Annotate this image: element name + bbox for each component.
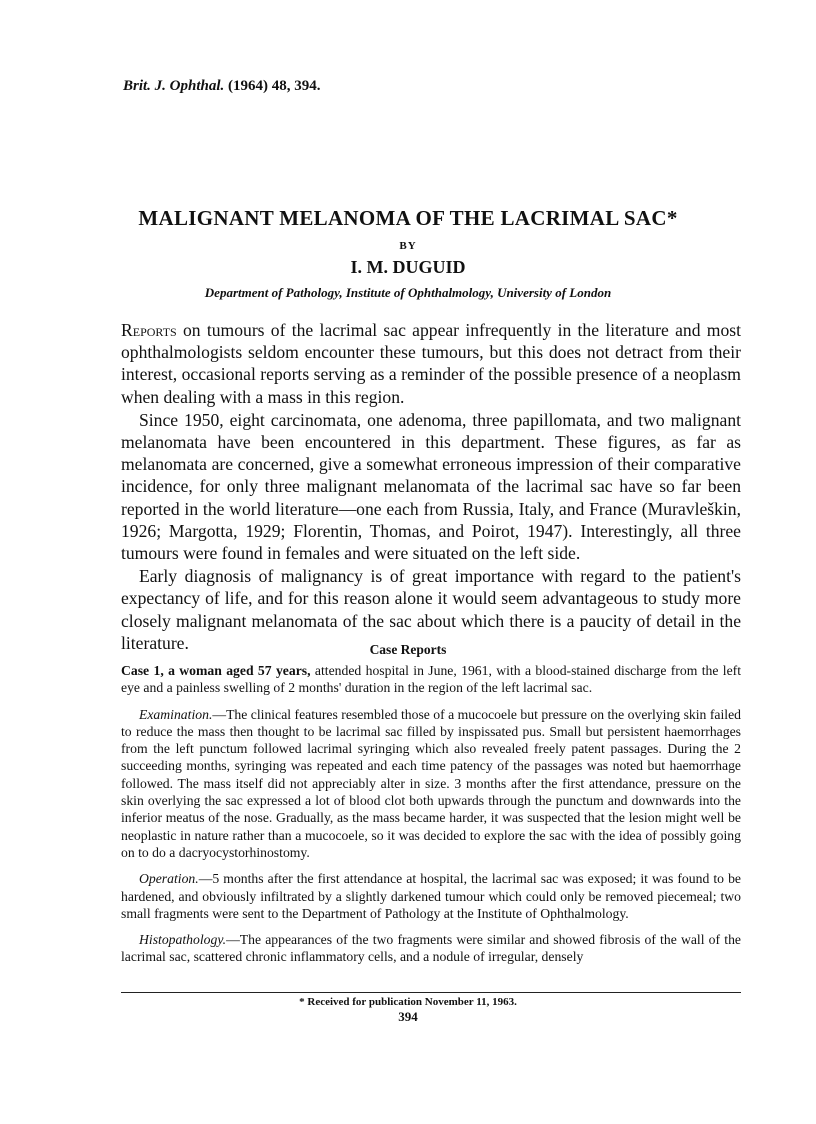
author-affiliation: Department of Pathology, Institute of Ophthalmology, University of London bbox=[204, 285, 612, 300]
examination-label: Examination. bbox=[139, 706, 213, 722]
operation-label: Operation. bbox=[139, 871, 199, 887]
journal-name: Brit. J. Ophthal. bbox=[123, 78, 225, 94]
byline-label: BY bbox=[399, 240, 417, 252]
intro-lead-word: Reports bbox=[121, 320, 177, 340]
intro-paragraph-1-text: on tumours of the lacrimal sac appear infrequently in the literature and most ophthalmologists seldom encounter these tumours, but this does not detract from their interest, occasional reports serving as a reminder of the possible presence of a neoplasm when dealing with a mass in this region. bbox=[121, 320, 741, 407]
histopathology-label: Histopathology. bbox=[139, 932, 227, 948]
intro-paragraph-3: Early diagnosis of malignancy is of great importance with regard to the patient's expectancy of life, and for this reason alone it would seem advantageous to study more closely malignant melanomata of the sac about which there is a paucity of detail in the literature. bbox=[121, 566, 741, 653]
author-name: I. M. DUGUID bbox=[350, 257, 466, 277]
case-1-text: attended hospital in June, 1961, with a blood-stained discharge from the left eye and a painless swelling of 2 months' duration in the region of the left lacrimal sac. bbox=[121, 663, 741, 696]
operation-text: —5 months after the first attendance at hospital, the lacrimal sac was exposed; it was found to be hardened, and obviously infiltrated by a slightly darkened tumour which could only be removed piecemeal; two small fragments were sent to the Department of Pathology at the Institute of Ophthalmology. bbox=[121, 871, 741, 921]
examination-text: —The clinical features resembled those of a mucocoele but pressure on the overlying skin failed to reduce the mass then thought to be lacrimal sac filled by inspissated pus. Small but persistent haemorrhages from the left punctum followed lacrimal syringing which also revealed freely patent passages. During the 2 succeeding months, syringing was repeated and each time patency of the passages was noted but haemorrhage followed. The mass itself did not appreciably alter in size. 3 months after the first attendance, pressure on the skin overlying the sac expressed a lot of blood clot both upwards through the punctum and downwards into the inferior meatus of the nose. Gradually, as the mass became harder, it was suspected that the lesion might well be neoplastic in nature rather than a mucocoele, so it was decided to explore the sac with the idea of possibly going on to do a dacryocystorhinostomy. bbox=[121, 706, 741, 860]
introduction bbox=[121, 319, 741, 655]
section-heading-case-reports: Case Reports bbox=[369, 642, 447, 657]
operation-paragraph bbox=[121, 870, 741, 922]
journal-citation bbox=[123, 78, 321, 95]
citation-volume-page: (1964) 48, 394. bbox=[224, 78, 321, 94]
page-number: 394 bbox=[398, 1009, 418, 1024]
article-title: MALIGNANT MELANOMA OF THE LACRIMAL SAC* bbox=[138, 206, 678, 230]
case-1-paragraph bbox=[121, 662, 741, 697]
histopathology-text: —The appearances of the two fragments were similar and showed fibrosis of the wall of the lacrimal sac, scattered chronic inflammatory cells, and a nodule of irregular, densely bbox=[121, 932, 741, 965]
case-reports-body bbox=[121, 662, 741, 975]
footnote: * Received for publication November 11, 1963. bbox=[299, 996, 517, 1008]
examination-paragraph bbox=[121, 706, 741, 862]
intro-paragraph-2: Since 1950, eight carcinomata, one adenoma, three papillomata, and two malignant melanomata have been encountered in this department. These figures, as far as melanomata are concerned, give a somewhat erroneous impression of their comparative incidence, for only three malignant melanomata of the lacrimal sac have so far been reported in the world literature—one each from Russia, Italy, and France (Muravleškin, 1926; Margotta, 1929; Florentin, Thomas, and Poirot, 1947). Interestingly, all three tumours were found in females and were situated on the left side. bbox=[121, 409, 741, 564]
case-1-lead: Case 1, a woman aged 57 years, bbox=[121, 663, 311, 678]
histopathology-paragraph bbox=[121, 931, 741, 966]
footnote-divider bbox=[121, 992, 741, 993]
intro-paragraph-1 bbox=[121, 319, 741, 408]
